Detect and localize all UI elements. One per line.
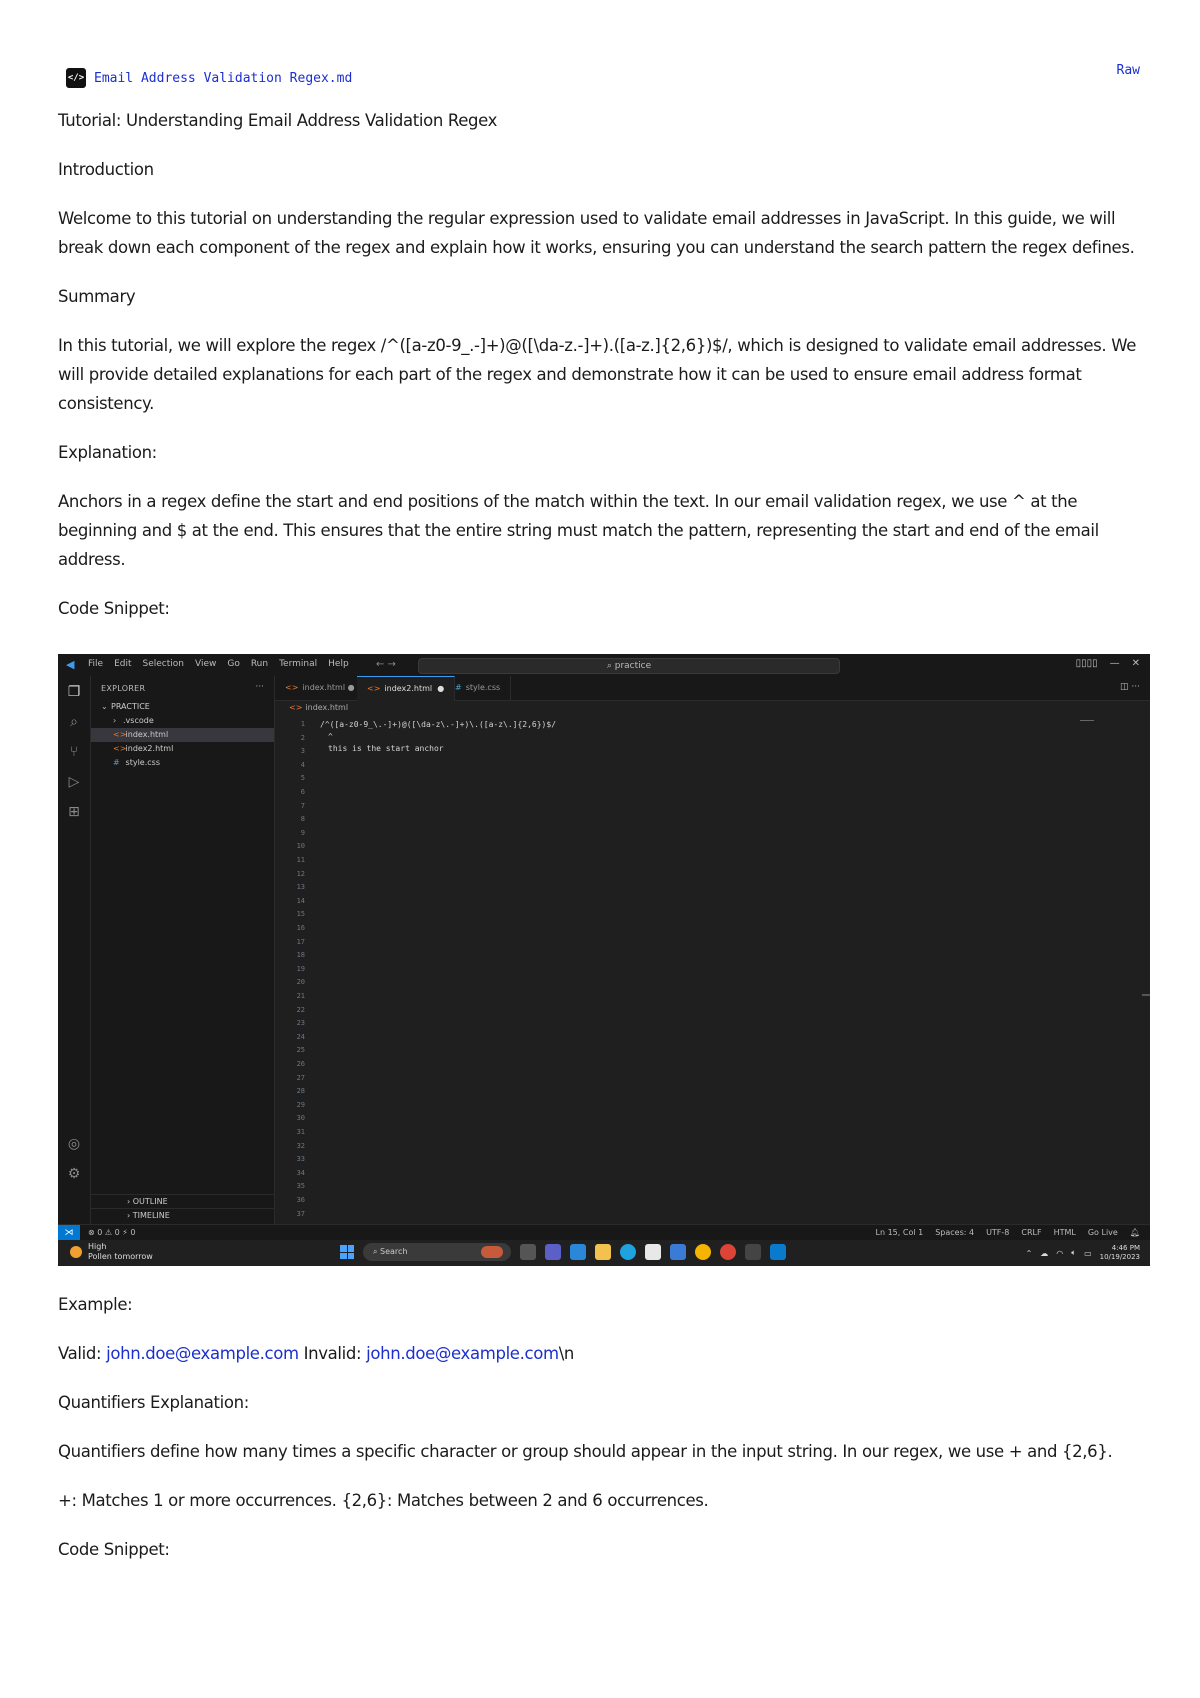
cursor-position[interactable]: Ln 15, Col 1 bbox=[875, 1228, 924, 1237]
extensions-icon[interactable]: ⊞ bbox=[68, 804, 80, 820]
tab-index2-html[interactable]: <> index2.html ● bbox=[357, 676, 455, 701]
status-right bbox=[876, 1225, 1140, 1241]
line-number: 16 bbox=[296, 924, 305, 932]
chevron-right-icon: › bbox=[113, 716, 117, 725]
line-number: 28 bbox=[296, 1087, 305, 1096]
edge-icon[interactable] bbox=[620, 1244, 636, 1260]
code-line[interactable]: /^([a-z0-9_\.-]+)@([\da-z\.-]+)\.([a-z\.]{2,6})$/ bbox=[320, 720, 557, 729]
editor-title-bar bbox=[58, 654, 1150, 677]
editor-tabs bbox=[275, 676, 1150, 701]
file-name-link[interactable]: Email Address Validation Regex.md bbox=[94, 70, 353, 86]
summary-text: In this tutorial, we will explore the regex /^([a-z0-9_.-]+)@([\da-z.-]+).([a-z.]{2,6})$/, which is designed to validate email addresses. We will provide detailed explanations for each part of the regex and demonstrate how it can be used to ensure email address format consistency. bbox=[58, 336, 1137, 413]
explorer-title: EXPLORER bbox=[101, 684, 146, 693]
line-number: 27 bbox=[296, 1073, 305, 1082]
quantifiers-text: Quantifiers define how many times a specific character or group should appear in the input string. In our regex, we use + and {2,6}. bbox=[58, 1442, 1113, 1461]
timeline-section[interactable]: › TIMELINE bbox=[91, 1208, 274, 1222]
encoding-status[interactable]: UTF-8 bbox=[986, 1228, 1010, 1237]
explorer-icon[interactable]: ❐ bbox=[67, 684, 81, 700]
vscode-taskbar-icon[interactable] bbox=[770, 1244, 786, 1260]
line-number: 22 bbox=[296, 1005, 305, 1014]
folder-item[interactable]: ⌄ PRACTICE bbox=[91, 700, 274, 714]
line-number: 10 bbox=[296, 842, 305, 851]
example-line bbox=[58, 1339, 1148, 1368]
activity-bar bbox=[58, 676, 91, 1224]
more-actions-icon[interactable]: ··· bbox=[255, 682, 264, 692]
clock[interactable]: 4:46 PM 10/19/2023 bbox=[1099, 1244, 1140, 1261]
code-line[interactable]: this is the start anchor bbox=[328, 744, 444, 753]
account-icon[interactable]: ◎ bbox=[67, 1136, 81, 1152]
close-icon[interactable]: ✕ bbox=[1131, 658, 1140, 669]
system-tray bbox=[1026, 1244, 1140, 1262]
settings-gear-icon[interactable]: ⚙ bbox=[67, 1166, 81, 1182]
line-number: 11 bbox=[296, 856, 305, 864]
line-number: 35 bbox=[296, 1182, 305, 1191]
line-number: 17 bbox=[296, 937, 305, 946]
line-number: 26 bbox=[296, 1060, 305, 1068]
run-debug-icon[interactable]: ▷ bbox=[68, 774, 80, 790]
line-number: 33 bbox=[296, 1155, 305, 1164]
line-number: 23 bbox=[296, 1019, 305, 1028]
tab-index-html[interactable]: <> index.html ● bbox=[275, 676, 366, 700]
menu-item[interactable]: File bbox=[88, 659, 104, 669]
minimap bbox=[1080, 720, 1094, 721]
summary-heading: Summary bbox=[58, 287, 136, 306]
html-file-icon: <> bbox=[113, 730, 127, 739]
remote-icon[interactable]: ⋊ bbox=[58, 1225, 80, 1241]
line-number: 5 bbox=[300, 774, 305, 783]
task-view-icon[interactable] bbox=[520, 1244, 536, 1260]
sun-icon bbox=[70, 1246, 82, 1258]
menu-item[interactable]: Go bbox=[227, 659, 240, 669]
breadcrumb[interactable]: <> index.html bbox=[289, 703, 349, 712]
volume-icon[interactable]: 🔈︎ bbox=[1071, 1248, 1077, 1257]
line-number: 21 bbox=[296, 992, 305, 1000]
split-editor-icon[interactable]: ◫ ··· bbox=[1120, 682, 1140, 692]
invalid-email-link[interactable]: john.doe@example.com bbox=[366, 1344, 559, 1363]
search-label: practice bbox=[614, 661, 652, 671]
line-number: 24 bbox=[296, 1032, 305, 1041]
vscode-logo-icon: ◀ bbox=[66, 658, 75, 671]
css-file-icon: # bbox=[113, 758, 120, 767]
line-number: 31 bbox=[296, 1128, 305, 1136]
page-title: Tutorial: Understanding Email Address Validation Regex bbox=[58, 111, 498, 130]
chrome-canary-icon[interactable] bbox=[720, 1244, 736, 1260]
cloud-icon[interactable]: ☁ bbox=[1040, 1248, 1049, 1258]
chrome-icon[interactable] bbox=[695, 1244, 711, 1260]
windows-start-icon[interactable] bbox=[340, 1245, 354, 1259]
line-number: 15 bbox=[296, 910, 305, 919]
introduction-text: Welcome to this tutorial on understanding the regular expression used to validate email addresses in JavaScript. In this guide, we will break down each component of the regex and explain how it works, ensuring you can understand the search pattern the regex defines. bbox=[58, 209, 1135, 257]
code-line[interactable]: ^ bbox=[328, 732, 333, 741]
weather-desc: Pollen tomorrow bbox=[88, 1252, 153, 1261]
line-number: 20 bbox=[296, 978, 305, 987]
code-snippet-label-2: Code Snippet: bbox=[58, 1540, 170, 1559]
line-number: 7 bbox=[300, 801, 305, 810]
line-number: 2 bbox=[300, 733, 305, 742]
anchors-text: Anchors in a regex define the start and end positions of the match within the text. In our email validation regex, we use ^ at the beginning and $ at the end. This ensures that the entire string must match the pattern, representing the start and end of the email address. bbox=[58, 492, 1099, 569]
line-number: 3 bbox=[300, 747, 305, 756]
taskbar-search[interactable]: ⌕ Search bbox=[363, 1243, 511, 1261]
chevron-up-icon[interactable]: ⌃ bbox=[1025, 1248, 1033, 1258]
line-number: 18 bbox=[296, 951, 305, 960]
line-number: 6 bbox=[300, 788, 305, 796]
indent-status[interactable]: Spaces: 4 bbox=[935, 1228, 975, 1237]
valid-label: Valid: bbox=[58, 1344, 102, 1363]
weather-temp: High bbox=[88, 1242, 107, 1251]
search-icon[interactable]: ⌕ bbox=[70, 714, 78, 730]
file-item[interactable]: # style.css bbox=[91, 756, 274, 770]
markdown-file-icon: </> bbox=[66, 68, 86, 88]
menu-item[interactable]: Help bbox=[328, 659, 349, 669]
line-number: 29 bbox=[296, 1100, 305, 1109]
tab-style-css[interactable]: # style.css bbox=[445, 676, 511, 700]
invalid-label: Invalid: bbox=[303, 1344, 362, 1363]
menu-item[interactable]: Run bbox=[250, 659, 269, 669]
file-header bbox=[66, 68, 352, 88]
menu-bar bbox=[88, 659, 349, 669]
window-controls bbox=[1076, 658, 1140, 669]
photos-icon[interactable] bbox=[670, 1244, 686, 1260]
scrollbar[interactable] bbox=[1142, 994, 1150, 996]
line-number: 1 bbox=[300, 720, 305, 728]
chevron-down-icon: ⌄ bbox=[101, 702, 108, 711]
document-body-continued bbox=[58, 1290, 1148, 1584]
html-file-icon: <> bbox=[113, 744, 127, 753]
status-bar bbox=[58, 1224, 1150, 1241]
raw-link[interactable]: Raw bbox=[1116, 63, 1140, 78]
search-highlight-icon bbox=[481, 1246, 503, 1258]
example-label: Example: bbox=[58, 1295, 133, 1314]
line-number: 9 bbox=[300, 828, 305, 837]
line-number-gutter bbox=[275, 715, 305, 1224]
valid-email-link[interactable]: john.doe@example.com bbox=[106, 1344, 299, 1363]
problems-status[interactable]: ⊗ 0 ⚠ 0 ⚡ 0 bbox=[88, 1228, 136, 1237]
explorer-sidebar bbox=[91, 676, 275, 1224]
battery-icon[interactable]: ▭ bbox=[1084, 1248, 1092, 1258]
line-number: 37 bbox=[296, 1209, 305, 1218]
notifications-icon[interactable]: 🔔︎ bbox=[1129, 1228, 1140, 1237]
file-explorer-icon[interactable] bbox=[595, 1244, 611, 1260]
line-number: 14 bbox=[296, 896, 305, 905]
line-number: 13 bbox=[296, 883, 305, 892]
minimize-icon[interactable]: — bbox=[1109, 658, 1120, 669]
outline-section[interactable]: › OUTLINE bbox=[91, 1194, 274, 1208]
widgets-icon[interactable] bbox=[570, 1244, 586, 1260]
explanation-heading: Explanation: bbox=[58, 443, 157, 462]
line-number: 25 bbox=[296, 1046, 305, 1055]
eol-status[interactable]: CRLF bbox=[1021, 1228, 1042, 1237]
menu-item[interactable]: Selection bbox=[142, 659, 184, 669]
line-number: 34 bbox=[296, 1168, 305, 1177]
taskbar-apps bbox=[340, 1243, 786, 1261]
introduction-heading: Introduction bbox=[58, 160, 154, 179]
line-number: 19 bbox=[296, 964, 305, 973]
nav-arrows-icon[interactable]: ← → bbox=[376, 659, 396, 670]
line-number: 32 bbox=[296, 1141, 305, 1150]
menu-item[interactable]: View bbox=[194, 659, 217, 669]
quantifiers-heading: Quantifiers Explanation: bbox=[58, 1393, 249, 1412]
quantifiers-detail: +: Matches 1 or more occurrences. {2,6}: Matches between 2 and 6 occurrences. bbox=[58, 1491, 709, 1510]
language-status[interactable]: HTML bbox=[1053, 1228, 1076, 1237]
windows-taskbar bbox=[58, 1240, 1150, 1266]
code-editor-screenshot bbox=[58, 654, 1150, 1266]
code-snippet-label: Code Snippet: bbox=[58, 599, 170, 618]
document-body bbox=[58, 106, 1148, 623]
terminal-icon[interactable] bbox=[745, 1244, 761, 1260]
line-number: 8 bbox=[300, 815, 305, 824]
weather-widget[interactable] bbox=[70, 1242, 153, 1262]
command-center-search[interactable]: ⌕ practice bbox=[418, 658, 840, 674]
invalid-suffix: \n bbox=[558, 1344, 575, 1363]
file-item[interactable]: › .vscode bbox=[91, 714, 274, 728]
go-live-button[interactable]: Go Live bbox=[1087, 1228, 1118, 1237]
teams-icon[interactable] bbox=[545, 1244, 561, 1260]
store-icon[interactable] bbox=[645, 1244, 661, 1260]
wifi-icon[interactable]: ◠ bbox=[1056, 1248, 1064, 1258]
file-item[interactable]: <> index2.html bbox=[91, 742, 274, 756]
line-number: 30 bbox=[296, 1114, 305, 1123]
file-item[interactable]: <> index.html bbox=[91, 728, 274, 742]
line-number: 36 bbox=[296, 1196, 305, 1204]
source-control-icon[interactable]: ⑂ bbox=[69, 744, 79, 760]
line-number: 12 bbox=[296, 869, 305, 878]
menu-item[interactable]: Terminal bbox=[279, 659, 318, 669]
menu-item[interactable]: Edit bbox=[114, 659, 132, 669]
line-number: 4 bbox=[300, 760, 305, 769]
layout-icon[interactable]: ▯▯▯▯ bbox=[1075, 658, 1098, 669]
